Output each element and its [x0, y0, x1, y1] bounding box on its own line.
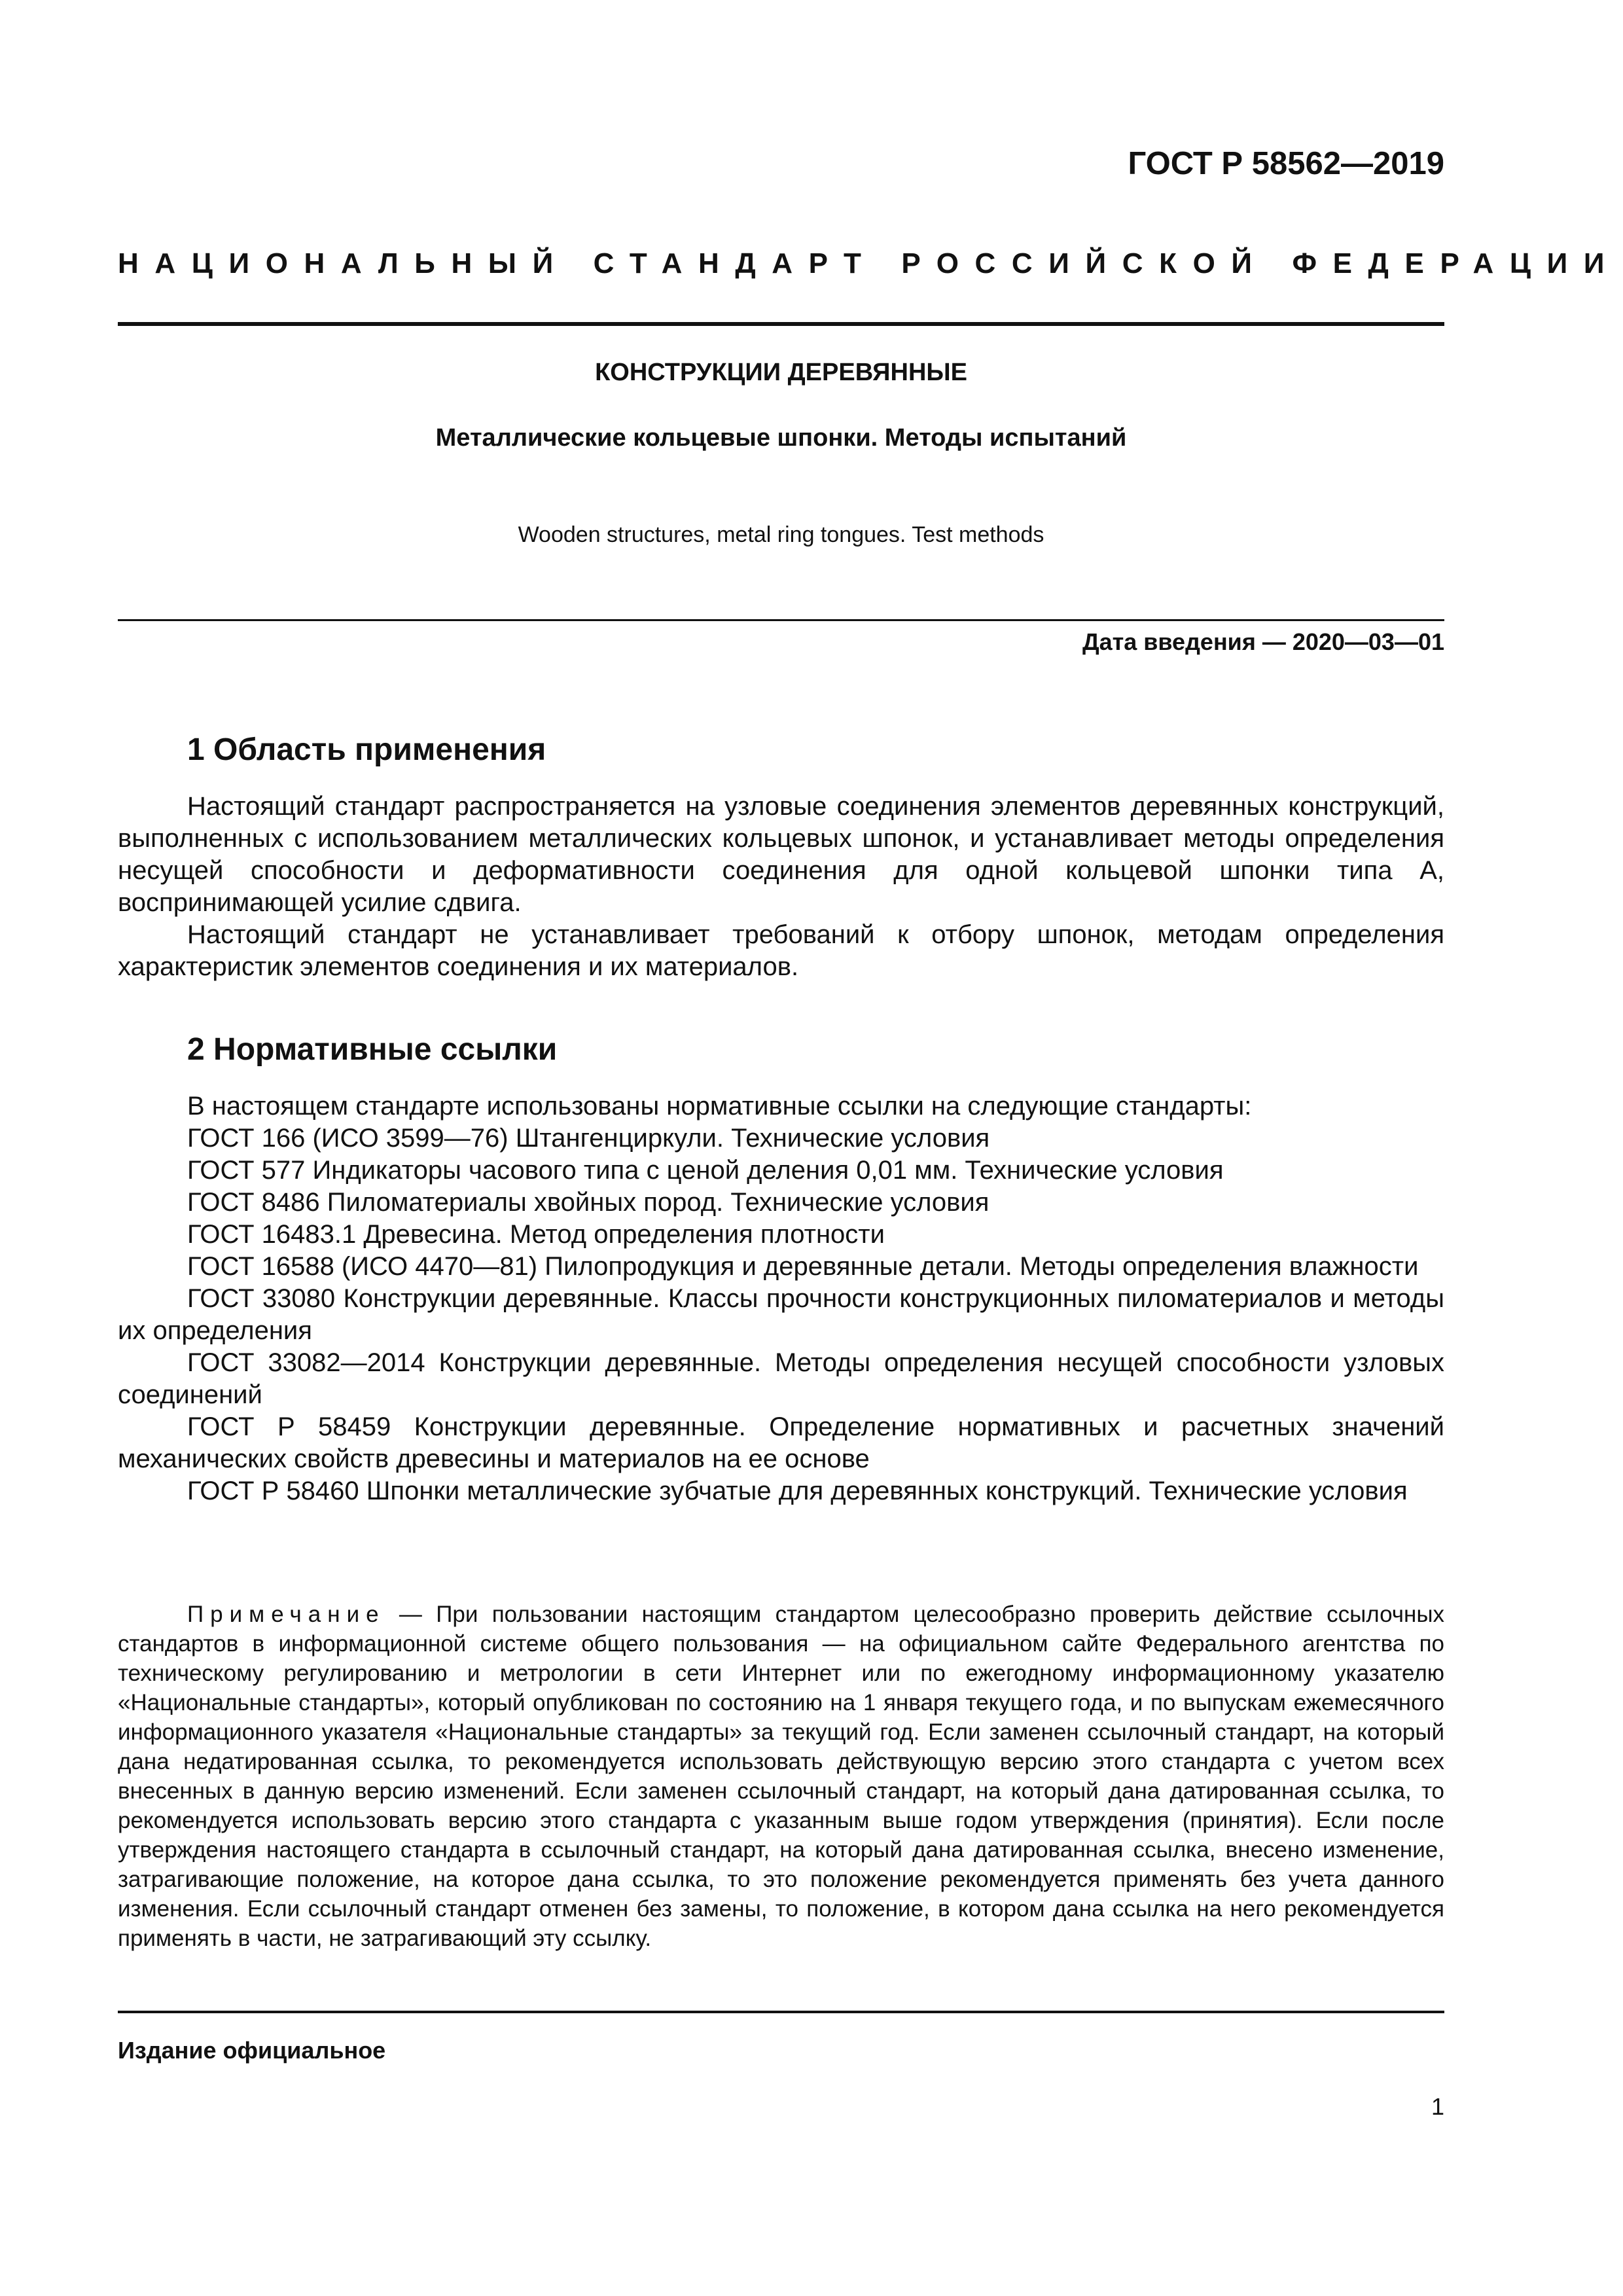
reference-item: ГОСТ 166 (ИСО 3599—76) Штангенциркули. Технические условия	[187, 1124, 990, 1153]
national-standard-banner: НАЦИОНАЛЬНЫЙ СТАНДАРТ РОССИЙСКОЙ ФЕДЕРАЦИИ	[118, 247, 1621, 279]
reference-item: ГОСТ Р 58459 Конструкции деревянные. Определение нормативных и расчетных значений механических свойств древесины и материалов на ее основе	[118, 1412, 1444, 1473]
page-number: 1	[1431, 2093, 1444, 2120]
reference-item: ГОСТ 16588 (ИСО 4470—81) Пилопродукция и деревянные детали. Методы определения влажности	[187, 1252, 1419, 1281]
reference-item: ГОСТ 33082—2014 Конструкции деревянные. Методы определения несущей способности узловых соединений	[118, 1348, 1444, 1409]
note-text: — При пользовании настоящим стандартом целесообразно проверить действие ссылочных стандартов в информационной системе общего пользования — на официальном сайте Федерального агентства по техническому регулированию и метрологии в сети Интернет или по ежегодному информационному указателю «Национальные стандарты», который опубликован по состоянию на 1 января текущего года, и по выпускам ежемесячного информационного указателя «Национальные стандарты» за текущий год. Если заменен ссылочный стандарт, на который дана недатированная ссылка, то рекомендуется использовать действующую версию этого стандарта с учетом всех внесенных в данную версию изменений. Если заменен ссылочный стандарт, на который дана датированная ссылка, то рекомендуется использовать версию этого стандарта с указанным выше годом утверждения (принятия). Если после утверждения настоящего стандарта в ссылочный стандарт, на который дана датированная ссылка, внесено изменение, затрагивающие положение, на которое дана ссылка, то это положение рекомендуется применять без учета данного изменения. Если ссылочный стандарт отменен без замены, то положение, в котором дана ссылка на него рекомендуется применять в части, не затрагивающий эту ссылку.	[118, 1602, 1444, 1951]
reference-item: ГОСТ 8486 Пиломатериалы хвойных пород. Технические условия	[187, 1188, 990, 1217]
section-1-paragraph: Настоящий стандарт распространяется на узловые соединения элементов деревянных конструкций, выполненных с использованием металлических кольцевых шпонок, и устанавливает методы определения несущей способности и деформативности соединения для одной кольцевой шпонки типа А, воспринимающей усилие сдвига.	[118, 792, 1444, 917]
references-intro: В настоящем стандарте использованы нормативные ссылки на следующие стандарты:	[187, 1092, 1252, 1121]
top-divider	[118, 322, 1444, 326]
section-2-heading: 2 Нормативные ссылки	[187, 1032, 558, 1067]
reference-item: ГОСТ 577 Индикаторы часового типа с ценой деления 0,01 мм. Технические условия	[187, 1156, 1224, 1185]
reference-item: ГОСТ Р 58460 Шпонки металлические зубчатые для деревянных конструкций. Технические условия	[187, 1477, 1408, 1505]
document-subtitle: Металлические кольцевые шпонки. Методы испытаний	[435, 424, 1127, 452]
section-1-paragraph: Настоящий стандарт не устанавливает требований к отбору шпонок, методам определения характеристик элементов соединения и их материалов.	[118, 920, 1444, 981]
title-divider	[118, 619, 1444, 621]
references-list	[118, 1090, 1444, 1507]
doc-number: ГОСТ Р 58562—2019	[1128, 146, 1444, 181]
english-title: Wooden structures, metal ring tongues. Test methods	[518, 522, 1044, 547]
footer-divider	[118, 2011, 1444, 2013]
reference-item: ГОСТ 33080 Конструкции деревянные. Классы прочности конструкционных пиломатериалов и методы их определения	[118, 1284, 1444, 1345]
document-title: КОНСТРУКЦИИ ДЕРЕВЯННЫЕ	[595, 359, 967, 386]
reference-item: ГОСТ 16483.1 Древесина. Метод определения плотности	[187, 1220, 885, 1249]
edition-label: Издание официальное	[118, 2037, 386, 2064]
note-label: Примечание	[187, 1602, 385, 1627]
section-1-body	[118, 791, 1444, 983]
section-1-heading: 1 Область применения	[187, 732, 546, 767]
references-note	[118, 1600, 1444, 1953]
introduction-date: Дата введения — 2020—03—01	[1082, 628, 1444, 655]
